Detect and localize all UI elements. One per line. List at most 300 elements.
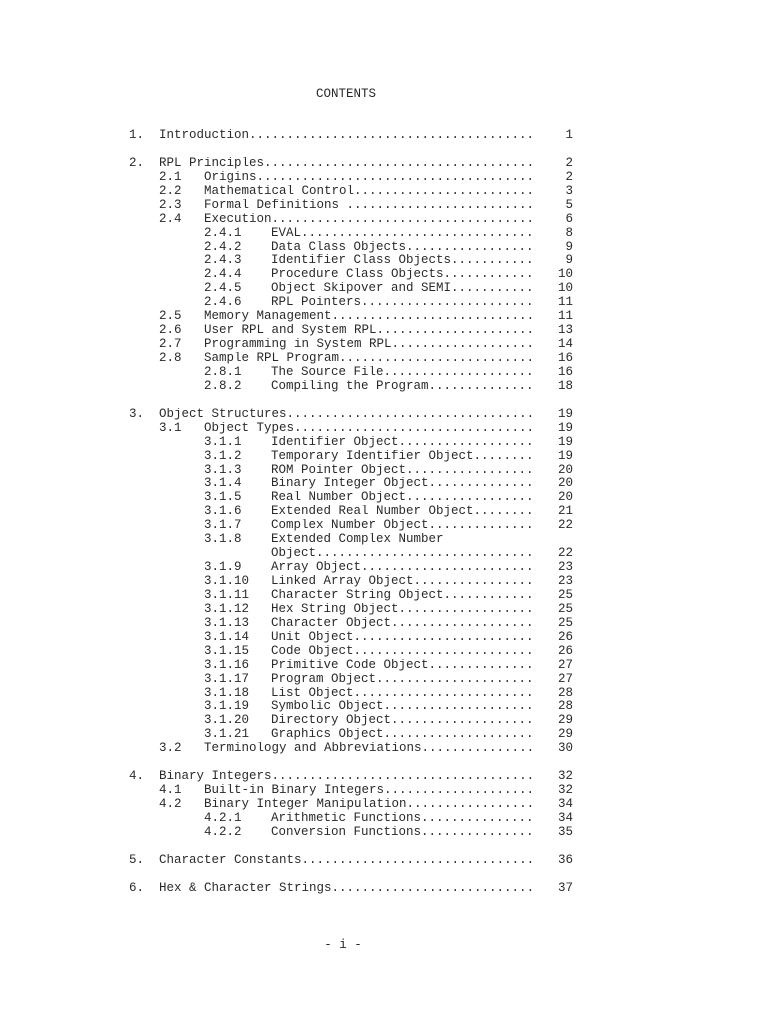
toc-entry <box>0 310 768 324</box>
dot-leader <box>422 742 535 756</box>
toc-entry-number: 1. <box>129 128 145 142</box>
toc-entry <box>0 366 768 380</box>
toc-entry-title-with-leader <box>271 603 535 617</box>
toc-entry-title-with-leader <box>159 854 535 868</box>
dot-leader <box>406 464 535 478</box>
toc-entry-title: Conversion Functions <box>271 825 422 839</box>
toc-entry-number: 2.7 <box>159 337 182 352</box>
toc-entry-title-with-leader <box>271 491 535 505</box>
toc-entry-title-with-leader <box>271 296 535 310</box>
toc-entry <box>0 533 768 547</box>
toc-entry-title-with-leader <box>271 575 535 589</box>
toc-entry-title-with-leader <box>204 310 535 324</box>
toc-entry-title-with-leader <box>271 812 535 826</box>
toc-entry <box>0 268 768 282</box>
dot-leader <box>451 254 535 268</box>
toc-entry-number: 3.1.2 <box>204 448 242 463</box>
dot-leader <box>392 338 535 352</box>
toc-entry-title-with-leader <box>271 714 535 728</box>
toc-entry-number: 2.1 <box>159 169 182 184</box>
dot-leader <box>391 617 535 631</box>
toc-entry <box>0 561 768 575</box>
toc-entry-title: Binary Integers <box>159 770 272 784</box>
toc-entry-title-with-leader <box>271 519 535 533</box>
toc-entry-page: 20 <box>557 476 573 491</box>
toc-entry-page: 30 <box>557 741 573 756</box>
toc-entry-title: Introduction <box>159 129 250 142</box>
toc-entry <box>0 714 768 728</box>
dot-leader <box>384 366 535 380</box>
dot-leader <box>287 408 535 422</box>
toc-entry <box>0 422 768 436</box>
toc-entry-page: 3 <box>565 183 573 198</box>
toc-entry-title: User RPL and System RPL <box>204 324 377 338</box>
toc-entry <box>0 742 768 756</box>
toc-entry-number: 3. <box>129 406 145 421</box>
toc-entry-title: Terminology and Abbreviations <box>204 742 422 756</box>
toc-entry-title-with-leader <box>159 882 535 896</box>
dot-leader <box>316 547 535 561</box>
toc-entry <box>0 784 768 798</box>
toc-entry <box>0 798 768 812</box>
toc-entry-page: 13 <box>557 323 573 338</box>
toc-entry-number: 3.1.19 <box>204 699 250 714</box>
toc-entry-title: Data Class Objects <box>271 240 407 254</box>
toc-entry <box>0 575 768 589</box>
toc-entry-number: 3.1 <box>159 420 182 435</box>
toc-entry-title-with-leader <box>271 241 535 255</box>
toc-entry-title-with-leader <box>271 282 535 296</box>
toc-entry-number: 3.2 <box>159 741 182 756</box>
dot-leader <box>399 603 535 617</box>
toc-entry <box>0 380 768 394</box>
toc-entry-number: 2.2 <box>159 183 182 198</box>
page-title: CONTENTS <box>315 87 376 101</box>
toc-entry-number: 4.2.2 <box>204 824 242 839</box>
toc-entry-page: 27 <box>557 671 573 686</box>
toc-entry-title-with-leader <box>271 366 535 380</box>
toc-entry <box>0 450 768 464</box>
toc-entry <box>0 282 768 296</box>
toc-entry <box>0 171 768 185</box>
toc-entry-page: 19 <box>557 420 573 435</box>
toc-entry-title-with-leader <box>271 254 535 268</box>
toc-entry <box>0 505 768 519</box>
toc-entry-title: Extended Complex Number <box>271 533 444 547</box>
toc-entry-number: 4.2.1 <box>204 810 242 825</box>
toc-entry-page: 19 <box>557 406 573 421</box>
dot-leader <box>361 296 535 310</box>
toc-entry <box>0 812 768 826</box>
toc-entry <box>0 227 768 241</box>
dot-leader <box>301 227 535 241</box>
toc-entry <box>0 687 768 701</box>
toc-entry-page: 29 <box>557 727 573 742</box>
toc-entry-title: Unit Object <box>271 630 354 644</box>
toc-entry-page: 5 <box>565 197 573 212</box>
dot-leader <box>384 700 535 714</box>
toc-entry-title: Built-in Binary Integers <box>204 784 385 798</box>
toc-entry-title: EVAL <box>271 226 302 240</box>
toc-entry <box>0 296 768 310</box>
dot-leader <box>377 324 535 338</box>
toc-entry-title-with-leader <box>271 547 535 561</box>
dot-leader <box>332 310 535 324</box>
section-spacer <box>0 394 768 408</box>
toc-entry-title: Character Object <box>271 616 392 630</box>
section-spacer <box>0 840 768 854</box>
toc-entry-number: 3.1.3 <box>204 462 242 477</box>
toc-entry-page: 26 <box>557 643 573 658</box>
toc-entry-title: Extended Real Number Object <box>271 505 474 519</box>
toc-entry-title: Object Structures <box>159 407 287 421</box>
section-spacer <box>0 868 768 882</box>
toc-entry-title: Object Skipover and SEMI <box>271 282 452 296</box>
toc-entry-title: Graphics Object <box>271 728 384 742</box>
toc-entry-title-with-leader <box>271 533 535 547</box>
toc-entry-number: 2.4 <box>159 211 182 226</box>
toc-entry-title: RPL Pointers <box>271 296 362 310</box>
toc-entry-title-with-leader <box>271 631 535 645</box>
section-spacer <box>0 756 768 770</box>
toc-entry-title: Real Number Object <box>271 491 407 505</box>
dot-leader <box>347 199 535 213</box>
toc-entry-page: 25 <box>557 587 573 602</box>
toc-entry-title-with-leader <box>271 450 535 464</box>
dot-leader <box>354 185 535 199</box>
dot-leader <box>249 129 535 143</box>
toc-entry-number: 3.1.20 <box>204 713 250 728</box>
toc-entry-number: 3.1.1 <box>204 434 242 449</box>
toc-entry-page: 10 <box>557 281 573 296</box>
toc-entry-title-with-leader <box>271 477 535 491</box>
toc-entry-title: Sample RPL Program <box>204 352 340 365</box>
toc-entry-title-with-leader <box>204 784 535 798</box>
toc-entry-page: 16 <box>557 351 573 365</box>
dot-leader <box>399 436 535 450</box>
toc-entry-number: 2.4.2 <box>204 239 242 254</box>
toc-entry-number: 3.1.21 <box>204 727 250 742</box>
toc-entry-page: 20 <box>557 462 573 477</box>
toc-entry <box>0 464 768 478</box>
toc-entry-title-with-leader <box>271 436 535 450</box>
toc-entry-page: 11 <box>557 309 573 324</box>
toc-entry-title: RPL Principles <box>159 156 265 170</box>
dot-leader <box>414 575 535 589</box>
toc-entry-title-with-leader <box>204 199 535 213</box>
toc-entry-title-with-leader <box>204 798 535 812</box>
toc-entry-page: 8 <box>565 225 573 240</box>
toc-entry-number: 3.1.11 <box>204 587 250 602</box>
toc-entry-title: Memory Management <box>204 310 332 324</box>
toc-entry-title: Complex Number Object <box>271 519 429 533</box>
toc-entry-page: 1 <box>565 128 573 142</box>
toc-entry-title: Binary Integer Object <box>271 477 429 491</box>
toc-entry-title: Temporary Identifier Object <box>271 449 474 463</box>
toc-entry-title-with-leader <box>271 505 535 519</box>
toc-entry-title-with-leader <box>204 338 535 352</box>
toc-entry-page: 37 <box>557 880 573 895</box>
toc-entry-number: 3.1.17 <box>204 671 250 686</box>
toc-entry-page: 19 <box>557 434 573 449</box>
toc-entry-title-with-leader <box>271 227 535 241</box>
toc-entry-title-with-leader <box>271 673 535 687</box>
toc-entry <box>0 882 768 896</box>
toc-entry-title-with-leader <box>271 645 535 659</box>
toc-entry-title-with-leader <box>271 617 535 631</box>
toc-entry-page: 25 <box>557 601 573 616</box>
toc-entry-page: 34 <box>557 810 573 825</box>
toc-entry-page: 2 <box>565 169 573 184</box>
toc-entry-number: 3.1.12 <box>204 601 250 616</box>
toc-entry-page: 9 <box>565 239 573 254</box>
dot-leader <box>429 380 535 394</box>
toc-entry-title: Symbolic Object <box>271 700 384 714</box>
toc-entry-number: 3.1.9 <box>204 560 242 575</box>
toc-entry-page: 14 <box>557 337 573 352</box>
toc-entry-title-with-leader <box>159 157 535 171</box>
toc-entry <box>0 519 768 533</box>
dot-leader <box>444 533 535 547</box>
toc-entry-number: 6. <box>129 880 145 895</box>
toc-entry-number: 2.8.2 <box>204 378 242 393</box>
toc-entry-page: 28 <box>557 685 573 700</box>
toc-entry <box>0 408 768 422</box>
toc-entry-page: 23 <box>557 560 573 575</box>
toc-entry-number: 2.5 <box>159 309 182 324</box>
toc-entry-page: 18 <box>557 378 573 393</box>
toc-entry-title-with-leader <box>159 770 535 784</box>
dot-leader <box>294 422 535 436</box>
toc-entry <box>0 213 768 227</box>
toc-entry-page: 20 <box>557 490 573 505</box>
dot-leader <box>444 589 535 603</box>
toc-entry-page: 27 <box>557 657 573 672</box>
toc-entry-title-with-leader <box>204 324 535 338</box>
dot-leader <box>361 561 535 575</box>
toc-entry-page: 2 <box>565 155 573 170</box>
dot-leader <box>272 770 535 784</box>
toc-entry-title: ROM Pointer Object <box>271 463 407 477</box>
toc-entry-title-with-leader <box>204 171 535 185</box>
toc-entry <box>0 589 768 603</box>
toc-entry-title: The Source File <box>271 365 384 379</box>
toc-entry-title-with-leader <box>271 464 535 478</box>
toc-entry <box>0 185 768 199</box>
toc-entry-page: 35 <box>557 824 573 839</box>
toc-entry-title: List Object <box>271 686 354 700</box>
toc-entry-number: 3.1.8 <box>204 532 242 547</box>
toc-entry <box>0 617 768 631</box>
toc-entry <box>0 603 768 617</box>
toc-entry-title: Identifier Object <box>271 435 399 449</box>
toc-entry-title-with-leader <box>271 268 535 282</box>
dot-leader <box>429 519 535 533</box>
toc-entry-title: Binary Integer Manipulation <box>204 798 407 811</box>
toc-entry-title: Arithmetic Functions <box>271 811 422 825</box>
toc-entry <box>0 436 768 450</box>
dot-leader <box>421 826 535 840</box>
toc-entry-page: 23 <box>557 574 573 588</box>
toc-entry-page: 6 <box>565 211 573 226</box>
toc-entry-number: 3.1.15 <box>204 643 250 658</box>
toc-entry-page: 22 <box>557 518 573 533</box>
dot-leader <box>339 352 535 366</box>
toc-entry-page: 9 <box>565 253 573 268</box>
toc-entry-title: Programming in System RPL <box>204 338 392 352</box>
toc-entry <box>0 254 768 268</box>
toc-entry-number: 3.1.13 <box>204 615 250 630</box>
toc-entry-title: Mathematical Control <box>204 184 355 198</box>
toc-entry-number: 2.8.1 <box>204 364 242 379</box>
toc-entry-title-with-leader <box>204 742 535 756</box>
toc-entry-title: Hex String Object <box>271 602 399 616</box>
toc-entry <box>0 491 768 505</box>
toc-entry-number: 2.4.5 <box>204 281 242 296</box>
page-number-footer: - i - <box>324 938 362 952</box>
toc-entry <box>0 826 768 840</box>
dot-leader <box>264 157 535 171</box>
toc-entry-number: 2.4.1 <box>204 225 242 240</box>
toc-entry-page: 22 <box>557 546 573 561</box>
toc-entry-title: Procedure Class Objects <box>271 268 444 282</box>
toc-entry <box>0 324 768 338</box>
toc-entry-title: Character String Object <box>271 588 444 602</box>
dot-leader <box>384 728 535 742</box>
toc-entry-page: 21 <box>557 504 573 519</box>
toc-entry-title: Origins <box>204 170 257 184</box>
dot-leader <box>354 631 535 645</box>
toc-entry-title: Formal Definitions <box>204 198 347 212</box>
dot-leader <box>429 659 535 673</box>
toc-entry-title-with-leader <box>271 380 535 394</box>
toc-entry-title-with-leader <box>271 728 535 742</box>
toc-entry-number: 2.8 <box>159 351 182 365</box>
toc-entry-page: 34 <box>557 797 573 811</box>
toc-entry-number: 2.4.6 <box>204 295 242 310</box>
toc-entry <box>0 659 768 673</box>
toc-entry-page: 32 <box>557 783 573 798</box>
toc-entry-title: Array Object <box>271 561 362 575</box>
dot-leader <box>272 213 535 227</box>
toc-entry-number: 3.1.14 <box>204 629 250 644</box>
toc-entry-title-with-leader <box>271 700 535 714</box>
toc-entry-title-with-leader <box>271 687 535 701</box>
toc-entry <box>0 700 768 714</box>
toc-entry-title: Object Types <box>204 421 295 435</box>
toc-entry-number: 3.1.4 <box>204 476 242 491</box>
toc-entry-number: 3.1.16 <box>204 657 250 672</box>
toc-entry <box>0 241 768 255</box>
toc-entry <box>0 338 768 352</box>
toc-entry-page: 25 <box>557 615 573 630</box>
section-spacer <box>0 143 768 157</box>
toc-entry-page: 29 <box>557 713 573 728</box>
toc-entry-title-with-leader <box>159 129 535 143</box>
toc-entry-number: 4. <box>129 769 145 784</box>
toc-entry-number: 2.6 <box>159 323 182 338</box>
toc-entry-title: Code Object <box>271 644 354 658</box>
toc-entry <box>0 728 768 742</box>
dot-leader <box>354 687 535 701</box>
toc-entry-number: 5. <box>129 852 145 867</box>
toc-entry-number: 2.4.4 <box>204 267 242 282</box>
toc-entry-title-with-leader <box>204 213 535 227</box>
dot-leader <box>429 477 535 491</box>
toc-entry-title: Execution <box>204 212 272 226</box>
dot-leader <box>407 798 535 812</box>
toc-entry-number: 2.4.3 <box>204 253 242 268</box>
toc-entry <box>0 477 768 491</box>
toc-entry-title-with-leader <box>159 408 535 422</box>
toc-entry-number: 3.1.10 <box>204 574 250 588</box>
toc-entry-number: 2.3 <box>159 197 182 212</box>
toc-entry <box>0 547 768 561</box>
dot-leader <box>257 171 535 185</box>
toc-entry <box>0 129 768 143</box>
dot-leader <box>354 645 535 659</box>
dot-leader <box>474 450 535 464</box>
toc-entry-page: 16 <box>557 364 573 379</box>
table-of-contents <box>0 129 768 896</box>
toc-entry-title: Character Constants <box>159 853 302 867</box>
toc-entry-title: Program Object <box>271 672 377 686</box>
toc-entry <box>0 854 768 868</box>
dot-leader <box>302 854 535 868</box>
toc-entry-page: 19 <box>557 448 573 463</box>
toc-entry-page: 11 <box>557 295 573 310</box>
toc-entry-title: Compiling the Program <box>271 379 429 393</box>
toc-entry-number: 4.1 <box>159 783 182 798</box>
toc-entry <box>0 673 768 687</box>
toc-entry-number: 3.1.6 <box>204 504 242 519</box>
dot-leader <box>421 812 535 826</box>
toc-entry-title-with-leader <box>204 422 535 436</box>
toc-entry-page: 28 <box>557 699 573 714</box>
toc-entry-title: Primitive Code Object <box>271 658 429 672</box>
dot-leader <box>384 784 535 798</box>
toc-entry-title-with-leader <box>204 352 535 366</box>
toc-entry-title-with-leader <box>271 826 535 840</box>
toc-entry-number: 2. <box>129 155 145 170</box>
dot-leader <box>444 268 535 282</box>
toc-entry-title-with-leader <box>271 561 535 575</box>
dot-leader <box>332 882 535 896</box>
toc-entry-title-with-leader <box>271 589 535 603</box>
dot-leader <box>474 505 535 519</box>
toc-entry-title: Identifier Class Objects <box>271 254 452 268</box>
dot-leader <box>406 241 535 255</box>
toc-entry-title: Directory Object <box>271 714 392 728</box>
dot-leader <box>376 673 535 687</box>
toc-entry <box>0 770 768 784</box>
toc-entry-page: 36 <box>557 852 573 867</box>
toc-entry-title: Hex & Character Strings <box>159 881 332 895</box>
toc-entry-title-with-leader <box>271 659 535 673</box>
dot-leader <box>406 491 535 505</box>
toc-entry <box>0 157 768 171</box>
toc-entry-title: Linked Array Object <box>271 575 414 588</box>
toc-entry <box>0 199 768 213</box>
toc-entry-number: 3.1.18 <box>204 685 250 700</box>
toc-entry-page: 26 <box>557 629 573 644</box>
toc-entry-number: 3.1.5 <box>204 490 242 505</box>
toc-entry-page: 10 <box>557 267 573 282</box>
dot-leader <box>451 282 535 296</box>
toc-entry <box>0 352 768 366</box>
toc-entry <box>0 631 768 645</box>
dot-leader <box>391 714 535 728</box>
